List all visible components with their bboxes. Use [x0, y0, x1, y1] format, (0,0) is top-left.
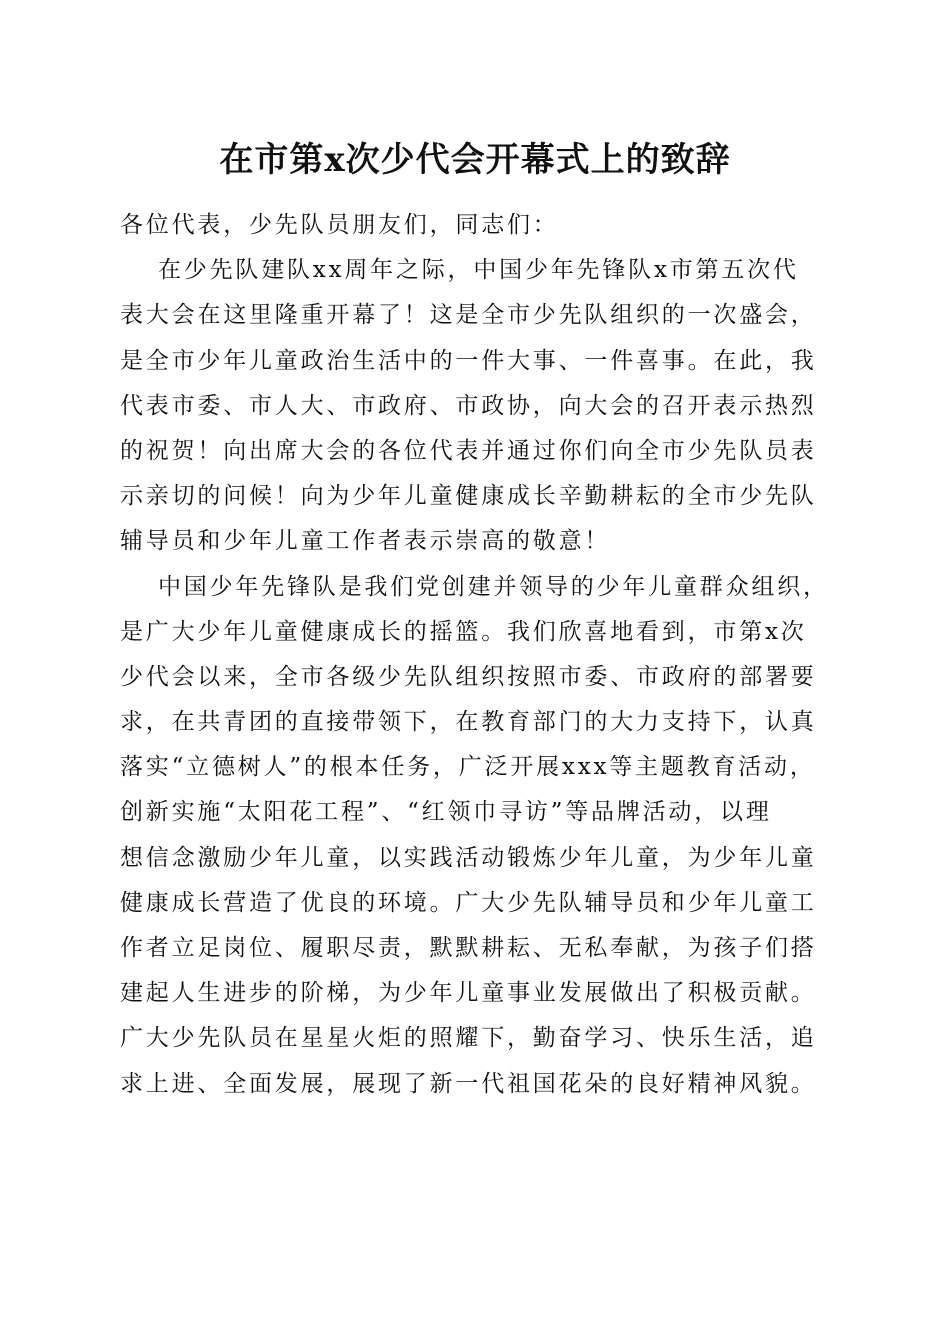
paragraph-2-line-11: 广大少先队员在星星火炬的照耀下，勤奋学习、快乐生活，追 — [120, 1025, 817, 1052]
paragraph-2-line-12: 求上进、全面发展，展现了新一代祖国花朵的良好精神风貌。 — [120, 1070, 817, 1097]
paragraph-2-line-2: 是广大少年儿童健康成长的摇篮。我们欣喜地看到，市第x次 — [120, 618, 807, 645]
paragraph-1-line-7: 辅导员和少年儿童工作者表示崇高的敬意！ — [120, 528, 611, 555]
paragraph-2-line-5: 落实“立德树人”的根本任务，广泛开展xxx等主题教育活动， — [120, 754, 816, 781]
paragraph-2-line-1: 中国少年先锋队是我们党创建并领导的少年儿童群众组织， — [158, 573, 829, 600]
paragraph-1-line-6: 示亲切的问候！向为少年儿童健康成长辛勤耕耘的全市少先队 — [120, 483, 817, 510]
paragraph-2-line-4: 求，在共青团的直接带领下，在教育部门的大力支持下，认真 — [120, 709, 817, 736]
paragraph-1-line-2: 表大会在这里隆重开幕了！这是全市少先队组织的一次盛会， — [120, 302, 817, 329]
paragraph-2-line-10: 建起人生进步的阶梯，为少年儿童事业发展做出了积极贡献。 — [120, 980, 817, 1007]
document-body — [120, 203, 832, 1107]
document-title: 在市第x次少代会开幕式上的致辞 — [219, 140, 731, 180]
paragraph-1-line-4: 代表市委、市人大、市政府、市政协，向大会的召开表示热烈 — [120, 392, 817, 419]
paragraph-1-line-3: 是全市少年儿童政治生活中的一件大事、一件喜事。在此，我 — [120, 347, 817, 374]
paragraph-2-line-6: 创新实施“太阳花工程”、“红领巾寻访”等品牌活动，以理 — [120, 799, 772, 826]
paragraph-2-line-8: 健康成长营造了优良的环境。广大少先队辅导员和少年儿童工 — [120, 889, 817, 916]
paragraph-2-line-7: 想信念激励少年儿童，以实践活动锻炼少年儿童，为少年儿童 — [120, 844, 817, 871]
paragraph-1-line-1: 在少先队建队xx周年之际，中国少年先锋队x市第五次代 — [158, 257, 799, 284]
paragraph-2-line-3: 少代会以来，全市各级少先队组织按照市委、市政府的部署要 — [120, 663, 817, 690]
salutation-line: 各位代表，少先队员朋友们，同志们： — [120, 212, 559, 238]
paragraph-1-line-5: 的祝贺！向出席大会的各位代表并通过你们向全市少先队员表 — [120, 437, 817, 464]
paragraph-2-line-9: 作者立足岗位、履职尽责，默默耕耘、无私奉献，为孩子们搭 — [120, 935, 817, 961]
